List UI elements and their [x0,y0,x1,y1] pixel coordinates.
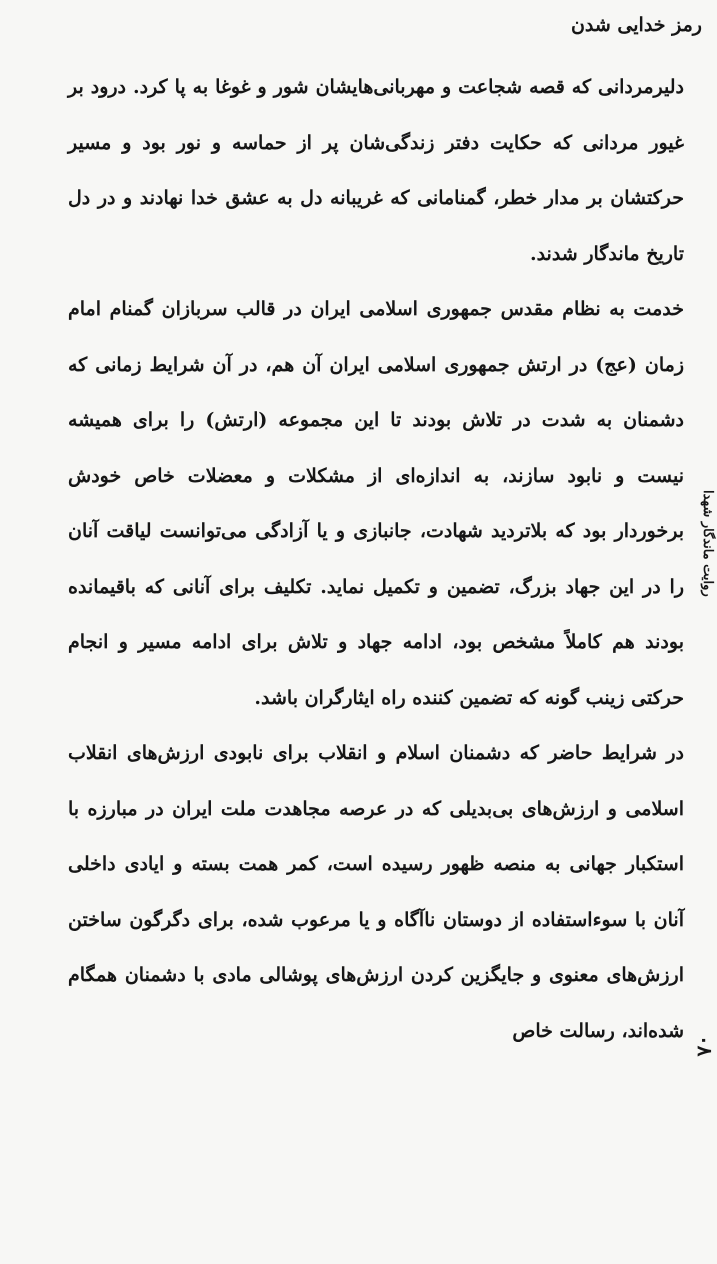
running-header: رمز خدایی شدن [570,14,702,36]
page-number-text: ۰۸ [693,1035,717,1057]
margin-book-title-text: روایت ماندگار شهدا [700,490,715,597]
page-number [693,1035,717,1095]
paragraph-1: دلیرمردانی که قصه شجاعت و مهربانی‌هایشان شور و غوغا به پا کرد. درود بر غیور مردانی که حکایت دفتر زندگی‌شان پر از حماسه و نور بود و مسیر حرکتشان بر مدار خطر، گمنامانی که غریبانه دل به عشق خدا نهادند و در دل تاریخ ماندگار شدند. [68,76,684,265]
paragraph-3: در شرایط حاضر که دشمنان اسلام و انقلاب برای نابودی ارزش‌های انقلاب اسلامی و ارزش‌های بی‌بدیلی که در عرصه مجاهدت ملت ایران در مبارزه با استکبار جهانی به منصه ظهور رسیده است، کمر همت بسته و ایادی داخلی آنان با سوءاستفاده از دوستان ناآگاه و یا مرعوب شده، برای دگرگون ساختن ارزش‌های معنوی و جایگزین کردن ارزش‌های پوشالی مادی با دشمنان همگام شده‌اند، رسالت خاص [68,742,685,1042]
body-text [68,60,684,1059]
margin-book-title [700,490,714,760]
paragraph-2: خدمت به نظام مقدس جمهوری اسلامی ایران در قالب سربازان گمنام امام زمان (عج) در ارتش جمهوری اسلامی ایران آن هم، در آن شرایط زمانی که دشمنان به شدت در تلاش بودند تا این مجموعه (ارتش) را برای همیشه نیست و نابود سازند، به اندازه‌ای از مشکلات و معضلات خاص خودش برخوردار بود که بلاتردید شهادت، جانبازی و یا آزادگی می‌توانست لیاقت آنان را در این جهاد بزرگ، تضمین و تکمیل نماید. تکلیف برای آنانی که باقیمانده بودند هم کاملاً مشخص بود، ادامه جهاد و تلاش برای ادامه مسیر و انجام حرکتی زینب گونه که تضمین کننده راه ایثارگران باشد. [68,298,684,709]
